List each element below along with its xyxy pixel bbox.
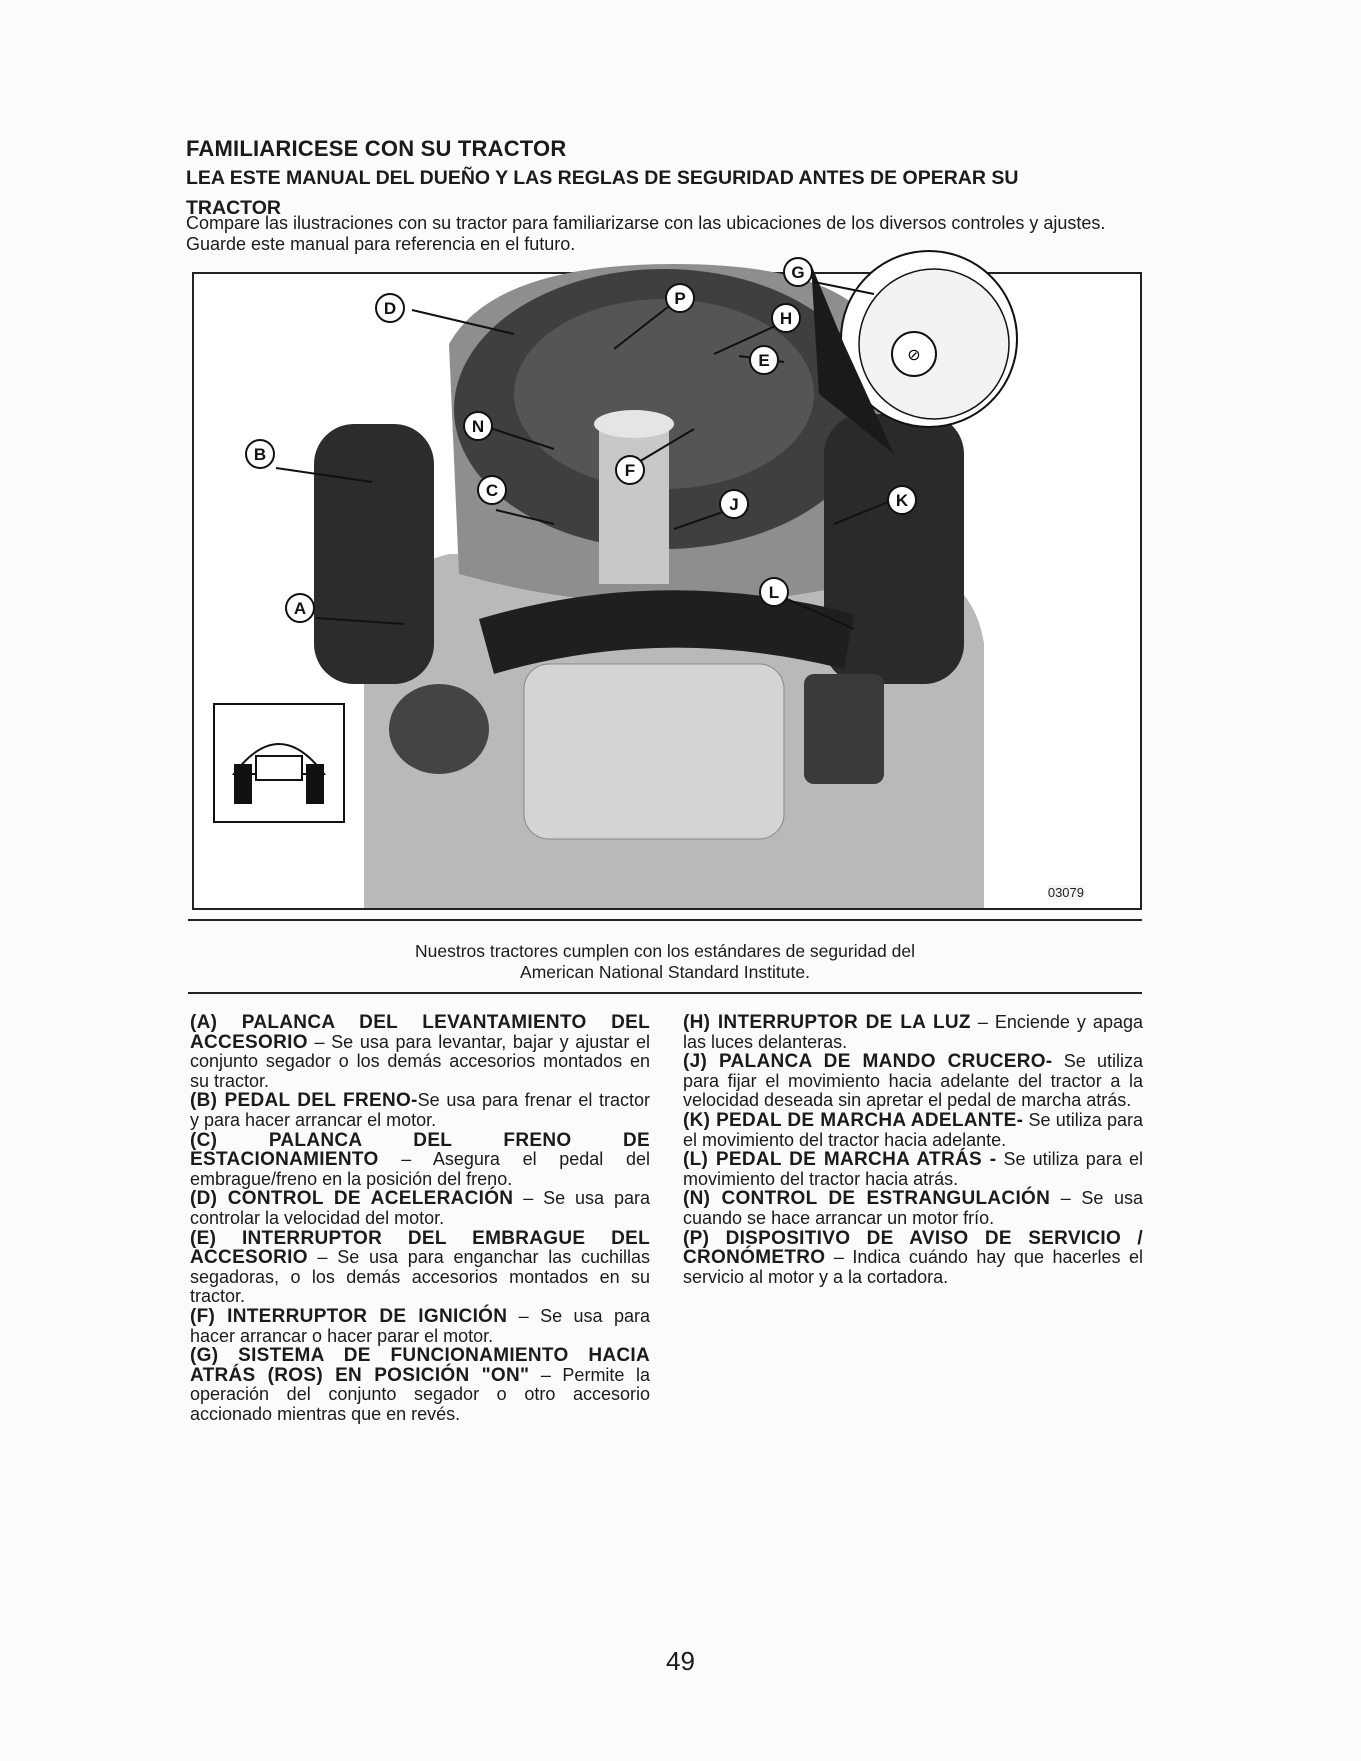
item-h [683,1013,1143,1052]
controls-list-right [683,1013,1143,1287]
controls-list-left [190,1013,650,1424]
svg-text:H: H [779,309,793,328]
item-f [190,1307,650,1346]
section-title: FAMILIARICESE CON SU TRACTOR [186,136,567,161]
svg-text:N: N [471,417,485,436]
item-n-text: – Se usa cuando se hace arrancar un motor frío. [683,1188,1143,1228]
item-p [683,1229,1143,1288]
caption-top-rule [188,919,1142,921]
item-c [190,1131,650,1190]
svg-text:P: P [674,289,686,308]
svg-text:E: E [758,351,770,370]
figure-caption [188,941,1142,983]
item-b [190,1091,650,1130]
item-f-text: – Se usa para hacer arrancar o hacer parar el motor. [190,1305,650,1346]
item-d-text: – Se usa para controlar la velocidad del motor. [190,1188,650,1228]
svg-text:K: K [895,491,909,510]
tractor-illustration [194,263,1140,908]
tractor-controls-figure [192,263,1142,910]
item-n-heading: (N) CONTROL DE ESTRANGULACIÓN [683,1188,1051,1210]
item-k-heading: (K) PEDAL DE MARCHA ADELANTE- [683,1109,1024,1131]
item-j-heading: (J) PALANCA DE MANDO CRUCERO- [683,1051,1053,1073]
svg-text:B: B [253,445,267,464]
item-l [683,1150,1143,1189]
item-c-heading: (C) PALANCA DEL FRENO DE ESTACIONAMIENTO [190,1129,650,1171]
svg-text:F: F [624,461,636,480]
caption-bottom-rule [188,992,1142,994]
item-d [190,1189,650,1228]
item-a-heading: (A) PALANCA DEL LEVANTAMIENTO DEL ACCESORIO [190,1012,650,1053]
item-h-heading: (H) INTERRUPTOR DE LA LUZ [683,1012,971,1033]
item-h-text: – Enciende y apaga las luces delanteras. [683,1012,1143,1052]
item-n [683,1189,1143,1228]
svg-text:⊘: ⊘ [907,345,921,364]
item-g-heading: (G) SISTEMA DE FUNCIONAMIENTO HACIA ATRÁS (ROS) EN POSICIÓN "ON" [190,1345,650,1386]
item-e-text: – Se usa para enganchar las cuchillas segadoras, o los demás accesorios montados en su tractor. [190,1247,650,1307]
item-j [683,1052,1143,1111]
caption-line-2: American National Standard Institute. [520,962,810,982]
item-p-text: – Indica cuándo hay que hacerles el servicio al motor y a la cortadora. [683,1247,1143,1287]
section-subtitle: LEA ESTE MANUAL DEL DUEÑO Y LAS REGLAS DE SEGURIDAD ANTES DE OPERAR SU TRACTOR [186,167,1019,219]
item-k [683,1111,1143,1150]
svg-text:A: A [293,599,307,618]
item-a [190,1013,650,1091]
item-d-heading: (D) CONTROL DE ACELERACIÓN [190,1188,514,1210]
item-l-text: Se utiliza para el movimiento del tractor hacia atrás. [683,1149,1143,1189]
svg-text:L: L [768,583,780,602]
svg-text:G: G [791,263,805,282]
item-l-heading: (L) PEDAL DE MARCHA ATRÁS - [683,1149,997,1171]
item-a-text: – Se usa para levantar, bajar y ajustar el conjunto segador o los demás accesorios montados en su tractor. [190,1031,650,1091]
item-g-text: – Permite la operación del conjunto segador o otro accesorio accionado mientras que en revés. [190,1364,650,1424]
item-b-heading: (B) PEDAL DEL FRENO- [190,1090,418,1112]
svg-text:D: D [383,299,397,318]
figure-code: 03079 [1047,885,1084,900]
intro-paragraph: Compare las ilustraciones con su tractor para familiarizarse con las ubicaciones de los diversos controles y ajustes. Guarde este manual para referencia en el futuro. [186,213,1106,254]
item-b-text: Se usa para frenar el tractor y para hacer arrancar el motor. [190,1090,650,1130]
caption-line-1: Nuestros tractores cumplen con los estándares de seguridad del [415,941,915,961]
item-e-heading: (E) INTERRUPTOR DEL EMBRAGUE DEL ACCESORIO [190,1227,650,1269]
item-g [190,1346,650,1424]
svg-text:C: C [485,481,499,500]
page-number: 49 [666,1646,695,1676]
item-f-heading: (F) INTERRUPTOR DE IGNICIÓN [190,1305,508,1327]
item-e [190,1229,650,1307]
item-p-heading: (P) DISPOSITIVO DE AVISO DE SERVICIO / CRONÓMETRO [683,1227,1143,1269]
item-c-text: – Asegura el pedal del embrague/freno en la posición del freno. [190,1149,650,1189]
svg-text:J: J [729,495,739,514]
item-j-text: Se utiliza para fijar el movimiento hacia adelante del tractor a la velocidad deseada sin apretar el pedal de marcha atrás. [683,1051,1143,1111]
item-k-text: Se utiliza para el movimiento del tractor hacia adelante. [683,1109,1143,1150]
